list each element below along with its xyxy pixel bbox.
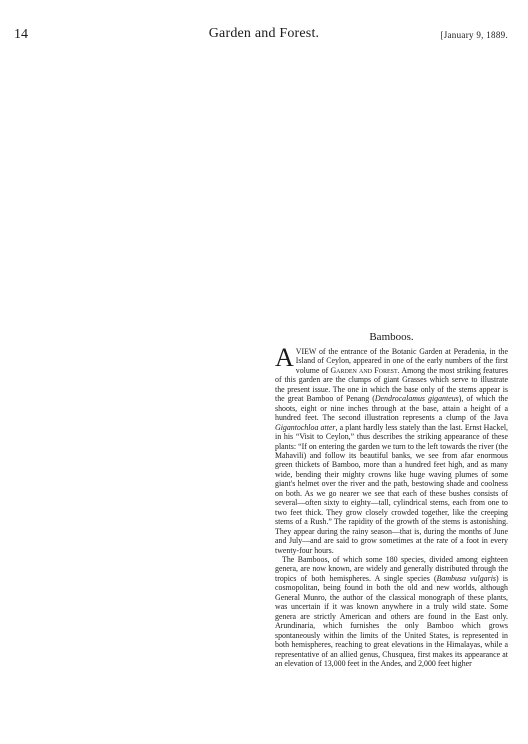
article-paragraph-1 (275, 343, 509, 555)
species-name: Dendrocalamus giganteus (374, 394, 459, 404)
paragraph-text: ), of which the shoots, eight or nine inches through at the base, attain a height of a hundred feet. The second illustration represents a clump of the Java (275, 394, 508, 423)
page-number: 14 (14, 27, 28, 42)
journal-name: Garden and Forest. (330, 365, 400, 375)
paragraph-text: ) is cosmopolitan, being found in both the old and new worlds, although General Munro, the author of the classical monograph of these plants, was uncertain if it was known anywhere in a truly wild state. Some genera are strictly American and others are found in the East only. Arundinaria, which furnishes the only Bamboo which grows spontaneously within the limits of the United States, is represented in both hemispheres, reaching to great elevations in the Himalayas, while a representative of an allied genus, Chusquea, first makes its appearance at an elevation of 13,000 feet in the Andes, and 2,000 feet higher (275, 573, 509, 668)
drop-cap: A (275, 343, 294, 372)
species-name: Gigantochloa atter (275, 422, 336, 432)
article-title: Bamboos. (369, 331, 414, 343)
issue-date: [January 9, 1889. (440, 30, 508, 40)
journal-title: Garden and Forest. (208, 26, 320, 41)
article (275, 331, 508, 668)
paragraph-text: , a plant hardly less stately than the last. Ernst Hackel, in his “Visit to Ceylon,” thus describes the striking appearance of these plants: “If on entering the garden we turn to the left towards the river (the Mahavili) and follow its beautiful banks, we see from afar enormous green thickets of Bamboo, more than a hundred feet high, and as many wide, bending their mighty crowns like huge waving plumes of some giant's helmet over the river and the path, bestowing shade and coolness on both. As we go nearer we see that each of these bushes consists of several—often sixty to eighty—tall, cylindrical stems, each from one to two feet thick. They grow closely crowded together, like the creeping stems of a Rush.” The rapidity of the growth of the stems is astonishing. They appear during the rainy season—that is, during the months of June and July—and are said to grow sometimes at the rate of a foot in every twenty-four hours. (275, 422, 508, 555)
paragraph-text: The Bamboos, of which some 180 species, divided among eighteen genera, are now known, are widely and generally distributed through the tropics of both hemispheres. A single species ( (275, 554, 508, 583)
paragraph-text: Among the most striking features of this garden are the clumps of giant Grasses which serve to illustrate the present issue. The one in which the base only of the stems appear is the great Bamboo of Penang ( (275, 365, 509, 404)
paragraph-text: VIEW of the entrance of the Botanic Garden at Peradenia, in the Island of Ceylon, appeared in one of the early numbers of the first volume of (295, 347, 508, 375)
species-name: Bambusa vulgaris (436, 573, 496, 583)
article-paragraph-2 (275, 555, 508, 668)
